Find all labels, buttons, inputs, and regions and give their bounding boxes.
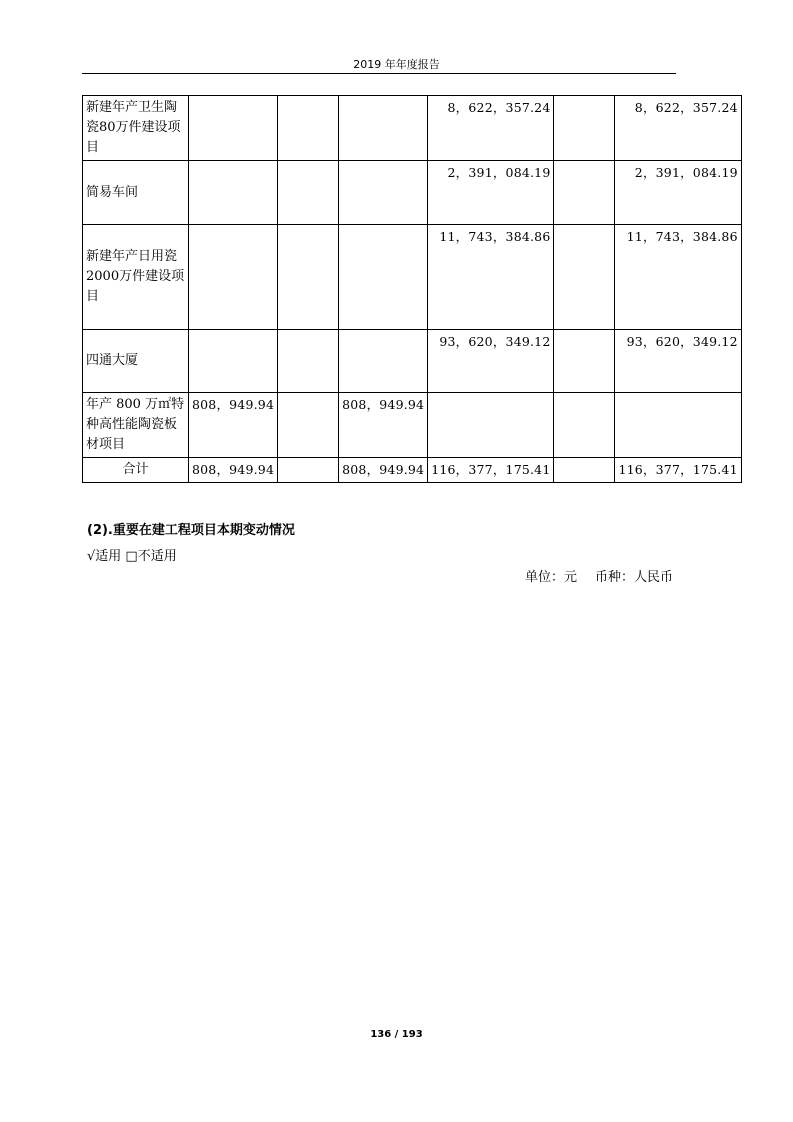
value-cell — [615, 393, 741, 458]
value-cell — [278, 393, 339, 458]
value-cell — [554, 330, 615, 393]
value-cell — [189, 96, 278, 161]
page-header-title: 2019 年年度报告 — [353, 58, 440, 71]
project-name-cell: 新建年产日用瓷2000万件建设项目 — [83, 225, 189, 330]
value-cell — [554, 225, 615, 330]
value-cell — [339, 225, 428, 330]
header-divider — [82, 73, 676, 74]
table-row — [83, 330, 742, 393]
value-cell — [278, 161, 339, 225]
table-row — [83, 96, 742, 161]
value-cell: 93，620，349.12 — [615, 330, 741, 393]
value-cell: 2，391，084.19 — [615, 161, 741, 225]
value-cell — [189, 161, 278, 225]
value-cell — [189, 225, 278, 330]
project-name-cell: 简易车间 — [83, 161, 189, 225]
value-cell: 8，622，357.24 — [615, 96, 741, 161]
value-cell: 808，949.94 — [339, 393, 428, 458]
value-cell: 808，949.94 — [189, 393, 278, 458]
value-cell: 93，620，349.12 — [428, 330, 554, 393]
value-cell: 11，743，384.86 — [428, 225, 554, 330]
value-cell — [339, 161, 428, 225]
project-name-cell: 四通大厦 — [83, 330, 189, 393]
total-label-cell: 合计 — [83, 458, 189, 483]
applicability-status: √适用 □不适用 — [87, 549, 177, 564]
page-number: 136 / 193 — [370, 1029, 423, 1040]
value-cell — [278, 225, 339, 330]
unit-label: 单位：元 — [524, 570, 577, 585]
value-cell: 8，622，357.24 — [428, 96, 554, 161]
value-cell — [554, 393, 615, 458]
value-cell: 808，949.94 — [189, 458, 278, 483]
table-row — [83, 161, 742, 225]
value-cell — [428, 393, 554, 458]
value-cell: 11，743，384.86 — [615, 225, 741, 330]
project-name-cell: 年产 800 万㎡特种高性能陶瓷板材项目 — [83, 393, 189, 458]
value-cell: 808，949.94 — [339, 458, 428, 483]
value-cell — [278, 458, 339, 483]
value-cell — [189, 330, 278, 393]
value-cell: 116，377，175.41 — [428, 458, 554, 483]
table-row — [83, 225, 742, 330]
project-name-cell: 新建年产卫生陶瓷80万件建设项目 — [83, 96, 189, 161]
value-cell — [339, 96, 428, 161]
unit-currency-line — [525, 566, 673, 585]
value-cell — [554, 458, 615, 483]
value-cell — [339, 330, 428, 393]
construction-projects-table — [82, 95, 742, 483]
table-total-row — [83, 458, 742, 483]
value-cell: 2，391，084.19 — [428, 161, 554, 225]
value-cell — [554, 161, 615, 225]
currency-label: 币种：人民币 — [594, 570, 673, 585]
value-cell — [278, 96, 339, 161]
value-cell: 116，377，175.41 — [615, 458, 741, 483]
table-row — [83, 393, 742, 458]
section-heading: (2).重要在建工程项目本期变动情况 — [87, 523, 295, 538]
value-cell — [554, 96, 615, 161]
value-cell — [278, 330, 339, 393]
